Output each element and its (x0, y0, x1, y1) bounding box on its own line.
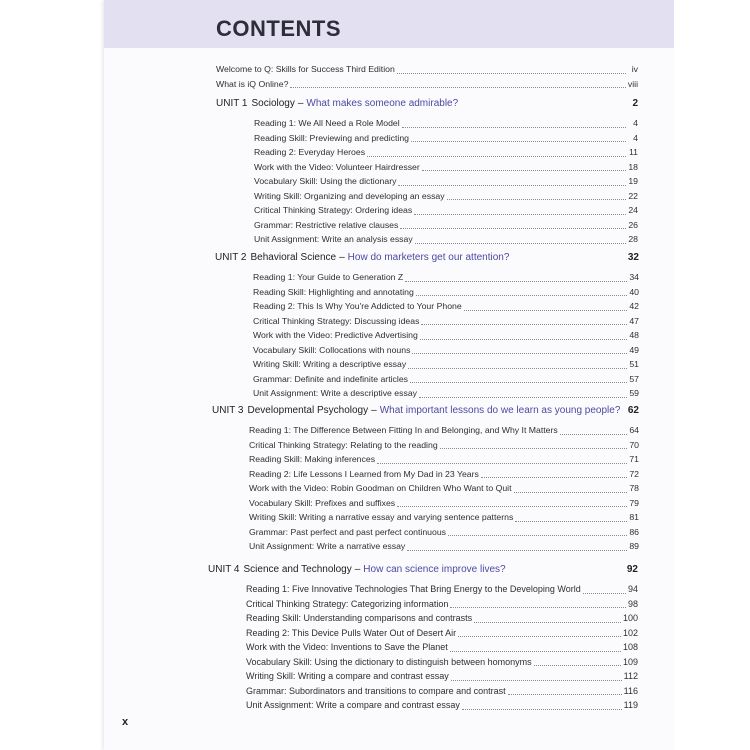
entry-title: Critical Thinking Strategy: Ordering ideas (254, 205, 413, 215)
leader-dots (420, 339, 627, 340)
entry-title: Vocabulary Skill: Using the dictionary to distinguish between homonyms (246, 656, 532, 667)
entry-title: What is iQ Online? (216, 78, 289, 89)
entry-title: Reading 1: The Difference Between Fitting In and Belonging, and Why It Matters (249, 425, 558, 435)
leader-dots (534, 665, 621, 666)
entry-title: Work with the Video: Robin Goodman on Children Who Want to Quit (249, 483, 512, 493)
leader-dots (367, 156, 626, 157)
entry-page: 42 (629, 301, 639, 311)
entry-page: 24 (628, 205, 638, 215)
unit-label: UNIT 3 (212, 405, 244, 416)
entry-page: 4 (633, 132, 638, 143)
leader-dots (410, 382, 627, 383)
entry-title: Vocabulary Skill: Prefixes and suffixes (249, 497, 396, 508)
entry-page: 18 (628, 161, 638, 172)
toc-entry[interactable] (246, 698, 638, 713)
toc-entry[interactable] (216, 77, 638, 92)
entry-title: Critical Thinking Strategy: Categorizing information (246, 598, 449, 609)
leader-dots (450, 607, 626, 608)
unit-heading[interactable] (212, 405, 639, 421)
toc-entry[interactable] (246, 640, 638, 655)
entry-title: Writing Skill: Organizing and developing an essay (254, 190, 445, 201)
toc-entry[interactable] (246, 626, 638, 641)
entry-title: Critical Thinking Strategy: Discussing ideas (253, 315, 420, 326)
toc-entry[interactable] (253, 372, 639, 387)
entry-title: Reading 1: Five Innovative Technologies That Bring Energy to the Developing World (246, 584, 581, 594)
entry-page: 49 (629, 344, 639, 355)
leader-dots (451, 680, 622, 681)
entry-page: 116 (623, 685, 638, 696)
toc-entry[interactable] (254, 189, 638, 204)
leader-dots (400, 228, 626, 229)
entry-title: Reading Skill: Understanding comparisons and contrasts (246, 613, 473, 623)
unit-label: UNIT 2 (215, 252, 247, 263)
toc-entry[interactable] (246, 611, 638, 626)
entry-page: 40 (629, 286, 639, 297)
toc-entry[interactable] (246, 582, 638, 597)
entry-title: Work with the Video: Predictive Advertising (253, 330, 418, 340)
entry-page: 47 (629, 315, 639, 326)
entry-title: Reading 2: Life Lessons I Learned from My Dad in 23 Years (249, 468, 479, 479)
unit-subject: Science and Technology (243, 564, 352, 575)
leader-dots (583, 593, 626, 594)
leader-dots (290, 87, 625, 88)
unit-dash: – (371, 405, 377, 416)
header-band (104, 0, 674, 48)
unit-dash: – (339, 252, 345, 263)
entry-title: Grammar: Restrictive relative clauses (254, 219, 399, 230)
entry-title: Unit Assignment: Write a descriptive essay (253, 388, 418, 398)
unit-page: 2 (632, 98, 638, 109)
unit-heading[interactable] (208, 564, 638, 580)
entry-title: Unit Assignment: Write a narrative essay (249, 541, 406, 551)
toc-entry[interactable] (249, 467, 639, 482)
entry-title: Reading Skill: Making inferences (249, 454, 376, 464)
entry-page: viii (627, 78, 638, 89)
entry-title: Reading Skill: Highlighting and annotating (253, 286, 414, 297)
entry-page: 70 (629, 439, 639, 450)
toc-entry[interactable] (246, 597, 638, 612)
toc-entry[interactable] (254, 232, 638, 247)
entry-page: 72 (629, 468, 639, 479)
entry-page: 71 (629, 454, 639, 464)
entry-page: 11 (628, 147, 638, 157)
entry-title: Reading 1: Your Guide to Generation Z (253, 272, 404, 282)
toc-entry[interactable] (254, 203, 638, 218)
entry-page: 89 (629, 541, 639, 551)
entry-page: 64 (629, 425, 639, 435)
toc-entry[interactable] (253, 357, 639, 372)
unit-question: What makes someone admirable? (306, 98, 459, 109)
unit-question: What important lessons do we learn as young people? (379, 405, 621, 416)
leader-dots (560, 434, 627, 435)
unit-section (216, 98, 638, 247)
unit-heading[interactable] (216, 98, 638, 114)
leader-dots (464, 310, 627, 311)
toc-entry[interactable] (253, 328, 639, 343)
toc-entry[interactable] (253, 343, 639, 358)
unit-section (212, 405, 639, 554)
unit-subject: Developmental Psychology (247, 405, 369, 416)
unit-subject: Sociology (251, 98, 295, 109)
entry-title: Reading 1: We All Need a Role Model (254, 118, 400, 128)
toc-entry[interactable] (249, 496, 639, 511)
entry-page: 57 (629, 373, 639, 384)
entry-title: Reading 2: This Is Why You're Addicted to Your Phone (253, 301, 462, 311)
toc-entry[interactable] (253, 299, 639, 314)
toc-entry[interactable] (249, 452, 639, 467)
leader-dots (448, 535, 627, 536)
leader-dots (515, 521, 627, 522)
page-number: x (122, 716, 129, 728)
entry-page: 112 (623, 671, 638, 681)
entry-page: 22 (628, 190, 638, 201)
unit-section (215, 252, 639, 401)
entry-title: Unit Assignment: Write a compare and contrast essay (246, 700, 460, 710)
toc-entry[interactable] (249, 481, 639, 496)
entry-page: 86 (629, 526, 639, 537)
entry-title: Work with the Video: Inventions to Save the Planet (246, 642, 448, 652)
entry-page: 4 (633, 118, 638, 128)
leader-dots (416, 295, 627, 296)
unit-entries (254, 116, 638, 247)
unit-question: How can science improve lives? (363, 564, 506, 575)
unit-entries (249, 423, 639, 554)
entry-page: 79 (629, 497, 639, 508)
leader-dots (514, 492, 627, 493)
toc-entry[interactable] (254, 131, 638, 146)
entry-title: Reading Skill: Previewing and predicting (254, 132, 410, 143)
leader-dots (408, 368, 627, 369)
leader-dots (405, 281, 627, 282)
leader-dots (421, 324, 627, 325)
unit-dash: – (354, 564, 361, 575)
entry-page: 28 (628, 234, 638, 244)
entry-page: 102 (622, 627, 638, 638)
entry-page: 78 (629, 483, 639, 493)
front-matter (216, 62, 638, 91)
entry-page: 48 (629, 330, 639, 340)
leader-dots (398, 185, 626, 186)
unit-dash: – (297, 98, 304, 109)
entry-title: Unit Assignment: Write an analysis essay (254, 234, 413, 244)
entry-title: Critical Thinking Strategy: Relating to the reading (249, 439, 438, 450)
entry-page: 109 (622, 656, 638, 667)
entry-page: 94 (627, 584, 638, 594)
entry-page: 19 (628, 176, 638, 186)
leader-dots (415, 243, 626, 244)
entry-page: 26 (628, 219, 638, 230)
toc-entry[interactable] (254, 160, 638, 175)
toc-entry[interactable] (253, 386, 639, 401)
toc-entry[interactable] (254, 174, 638, 189)
unit-question: How do marketers get our attention? (347, 252, 510, 263)
entry-title: Writing Skill: Writing a narrative essay and varying sentence patterns (249, 512, 514, 522)
leader-dots (419, 397, 627, 398)
entry-page: 108 (622, 642, 638, 652)
toc-entry[interactable] (249, 525, 639, 540)
leader-dots (377, 463, 627, 464)
entry-page: 98 (627, 598, 638, 609)
unit-page: 92 (626, 564, 638, 575)
toc-entry[interactable] (254, 218, 638, 233)
leader-dots (458, 636, 621, 637)
toc-entry[interactable] (216, 62, 638, 77)
unit-entries (253, 270, 639, 401)
entry-title: Work with the Video: Volunteer Hairdresser (254, 161, 420, 172)
toc-entry[interactable] (249, 423, 639, 438)
toc-entry[interactable] (249, 510, 639, 525)
entry-title: Grammar: Definite and indefinite articles (253, 373, 408, 384)
entry-title: Reading 2: This Device Pulls Water Out of Desert Air (246, 627, 457, 638)
entry-page: 51 (629, 359, 639, 369)
entry-page: 119 (623, 700, 638, 710)
toc-entry[interactable] (249, 539, 639, 554)
toc-entry[interactable] (253, 285, 639, 300)
entry-title: Writing Skill: Writing a compare and contrast essay (246, 671, 449, 681)
leader-dots (422, 170, 626, 171)
toc-entry[interactable] (253, 314, 639, 329)
unit-entries (246, 582, 638, 713)
leader-dots (397, 73, 626, 74)
leader-dots (508, 694, 622, 695)
toc-entry[interactable] (246, 669, 638, 684)
entry-page: 34 (629, 272, 639, 282)
entry-title: Vocabulary Skill: Using the dictionary (254, 176, 397, 186)
unit-label: UNIT 1 (216, 98, 248, 109)
unit-label: UNIT 4 (208, 564, 240, 575)
entry-title: Vocabulary Skill: Collocations with nouns (253, 344, 411, 355)
entry-page: 100 (622, 613, 638, 623)
entry-title: Grammar: Past perfect and past perfect continuous (249, 526, 447, 537)
unit-subject: Behavioral Science (250, 252, 337, 263)
entry-page: 81 (629, 512, 639, 522)
toc-entry[interactable] (249, 438, 639, 453)
leader-dots (474, 622, 621, 623)
toc-entry[interactable] (253, 270, 639, 285)
leader-dots (412, 353, 627, 354)
leader-dots (397, 506, 627, 507)
toc-entry[interactable] (246, 684, 638, 699)
toc-entry[interactable] (254, 145, 638, 160)
entry-title: Writing Skill: Writing a descriptive essay (253, 359, 407, 369)
toc-entry[interactable] (254, 116, 638, 131)
leader-dots (414, 214, 626, 215)
unit-page: 62 (627, 405, 639, 416)
toc-entry[interactable] (246, 655, 638, 670)
leader-dots (402, 127, 626, 128)
entry-page: iv (631, 64, 638, 74)
leader-dots (450, 651, 621, 652)
leader-dots (447, 199, 626, 200)
leader-dots (440, 448, 627, 449)
leader-dots (462, 709, 622, 710)
unit-section (208, 564, 638, 713)
unit-heading[interactable] (215, 252, 639, 268)
leader-dots (411, 141, 626, 142)
page-title: CONTENTS (216, 16, 341, 41)
leader-dots (481, 477, 627, 478)
unit-page: 32 (627, 252, 639, 263)
entry-title: Reading 2: Everyday Heroes (254, 147, 366, 157)
entry-title: Grammar: Subordinators and transitions to compare and contrast (246, 685, 506, 696)
book-page (104, 0, 674, 750)
leader-dots (407, 550, 627, 551)
entry-page: 59 (629, 388, 639, 398)
entry-title: Welcome to Q: Skills for Success Third Edition (216, 64, 395, 74)
